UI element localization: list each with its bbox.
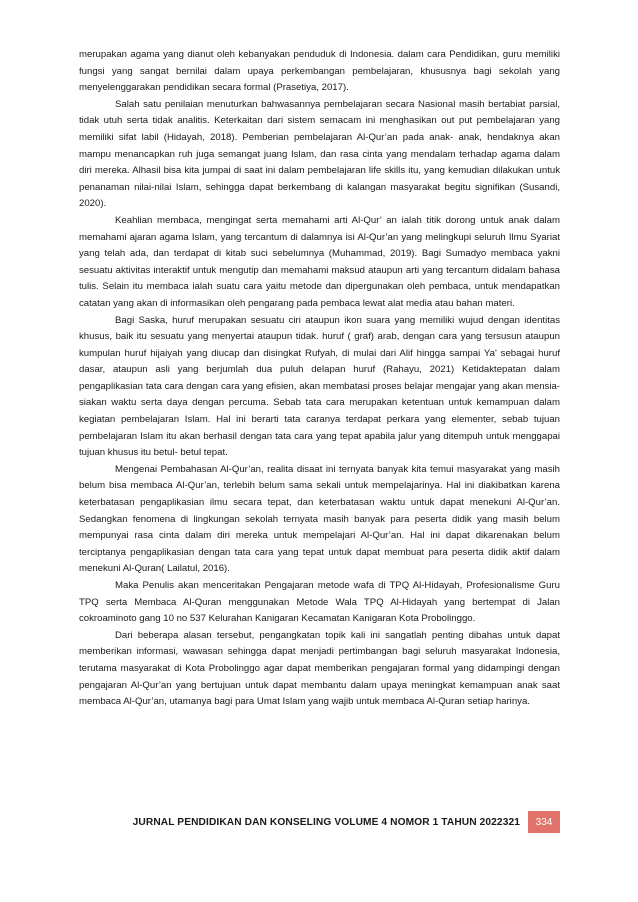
page-number-badge: 334 (528, 811, 560, 833)
paragraph-4: Bagi Saska, huruf merupakan sesuatu ciri ataupun ikon suara yang memiliki wujud dengan identitas khusus, baik itu sesuatu yang menyertai ataupun tidak. huruf ( graf) arab, dengan cara yang tersusun ataupun kumpulan huruf hijaiyah yang diucap dan disingkat Rufyah, di mulai dari Alif hingga sampai Ya' sebagai huruf dasar, ataupun asli yang berjumlah dua puluh delapan huruf (Rahayu, 2021) Ketidaktepatan dalam pengaplikasian tata cara dengan cara yang efisien, akan membatasi proses belajar mengajar yang akan mensia-siakan waktu serta daya dengan percuma. Sebab tata cara merupakan ketentuan untuk kemampuan dalam kegiatan pembelajaran Islam. Hal ini berarti tata caranya terdapat perkara yang elementer, sebab tujuan pembelajaran Islam itu akan berhasil dengan tata cara yang tepat apabila jalur yang ditempuh untuk menggapai tujuan khusus itu betul- betul tepat. (79, 314, 560, 459)
paragraph-5: Mengenai Pembahasan Al-Qur’an, realita disaat ini ternyata banyak kita temui masyarakat yang masih belum bisa membaca Al-Qur’an, terlebih belum sama sekali untuk mempelajarinya. Hal ini diakibatkan karena keterbatasan pengaplikasian ilmu secara tepat, dan keterbatasan waktu untuk dapat menekuni Al-Qur’an. Sedangkan fenomena di lingkungan sekolah ternyata masih banyak para peserta didik yang masih belum mempunyai rasa cinta dalam diri mereka untuk mempelajari Al-Qur’an. Hal ini dapat dikarenakan belum terciptanya pengaplikasian dengan tata cara yang tepat untuk dapat membuat para peserta didik aktif dalam menekuni Al-Quran( Lailatul, 2016). (79, 463, 560, 575)
journal-title: JURNAL PENDIDIKAN DAN KONSELING VOLUME 4 NOMOR 1 TAHUN 2022321 (132, 816, 520, 828)
paragraph-6: Maka Penulis akan menceritakan Pengajaran metode wafa di TPQ Al-Hidayah, Profesionalisme Guru TPQ serta Membaca Al-Quran menggunakan Metode Wala TPQ Al-Hidayah yang bertempat di Jalan cokroaminoto gang 10 no 537 Kelurahan Kanigaran Kecamatan Kanigaran Kota Probolinggo. (79, 580, 560, 625)
paragraph-2: Salah satu penilaian menuturkan bahwasannya pembelajaran secara Nasional masih bertabiat parsial, tidak utuh serta tidak analitis. Keterkaitan dari sistem semacam ini menghasikan out put pembelajaran yang memiliki sifat labil (Hidayah, 2018). Pemberian pembelajaran Al-Qur’an pada anak- anak, hendaknya akan mampu menancapkan ruh juga semangat juang Islam, dan rasa cinta yang mendalam terhadap agama dalam diri mereka. Alhasil bisa kita jumpai di saat ini dalam pembelajaran life skills itu, yang kemudian dilakukan untuk penanaman nilai-nilai Islam, sehingga dapat berkembang di kalangan masyarakat begitu signifikan (Susandi, 2020). (79, 98, 560, 210)
paragraph-1: merupakan agama yang dianut oleh kebanyakan penduduk di Indonesia. dalam cara Pendidikan, guru memiliki fungsi yang sangat bernilai dalam upaya perkembangan pembelajaran, khususnya bagi sekolah yang menyelenggarakan pendidikan secara formal (Prasetiya, 2017). (79, 49, 560, 94)
page-footer (118, 811, 560, 833)
document-body (79, 47, 560, 711)
paragraph-3: Keahlian membaca, mengingat serta memahami arti Al-Qur’ an ialah titik dorong untuk anak dalam memahami ajaran agama Islam, yang tercantum di dalamnya isi Al-Qur’an yang melingkupi seluruh Ilmu Syariat yang telah ada, dan terdapat di kitab suci sebelumnya (Muhammad, 2019). Bagi Sumadyo membaca yakni sesuatu aktivitas interaktif untuk mengutip dan memahami maksud ataupun arti yang tercantum didalam bahasa tulis. Selain itu membaca ialah suatu cara yaitu metode dan dipergunakan oleh pembaca, untuk mendapatkan catatan yang akan di informasikan oleh pengarang pada pembaca lewat alat media atau bahan materi. (79, 214, 560, 309)
paragraph-7: Dari beberapa alasan tersebut, pengangkatan topik kali ini sangatlah penting dibahas untuk dapat memberikan informasi, wawasan sehingga dapat menjadi pertimbangan bagi seluruh masyarakat Indonesia, terutama masyarakat di Kota Probolinggo agar dapat memberikan pengajaran formal yang didampingi dengan pengajaran Al-Qur’an yang bertujuan untuk dapat membantu dalam upaya meningkat kemampuan anak saat membaca Al-Qur’an, utamanya bagi para Umat Islam yang wajib untuk membaca Al-Quran setiap harinya. (79, 629, 560, 708)
